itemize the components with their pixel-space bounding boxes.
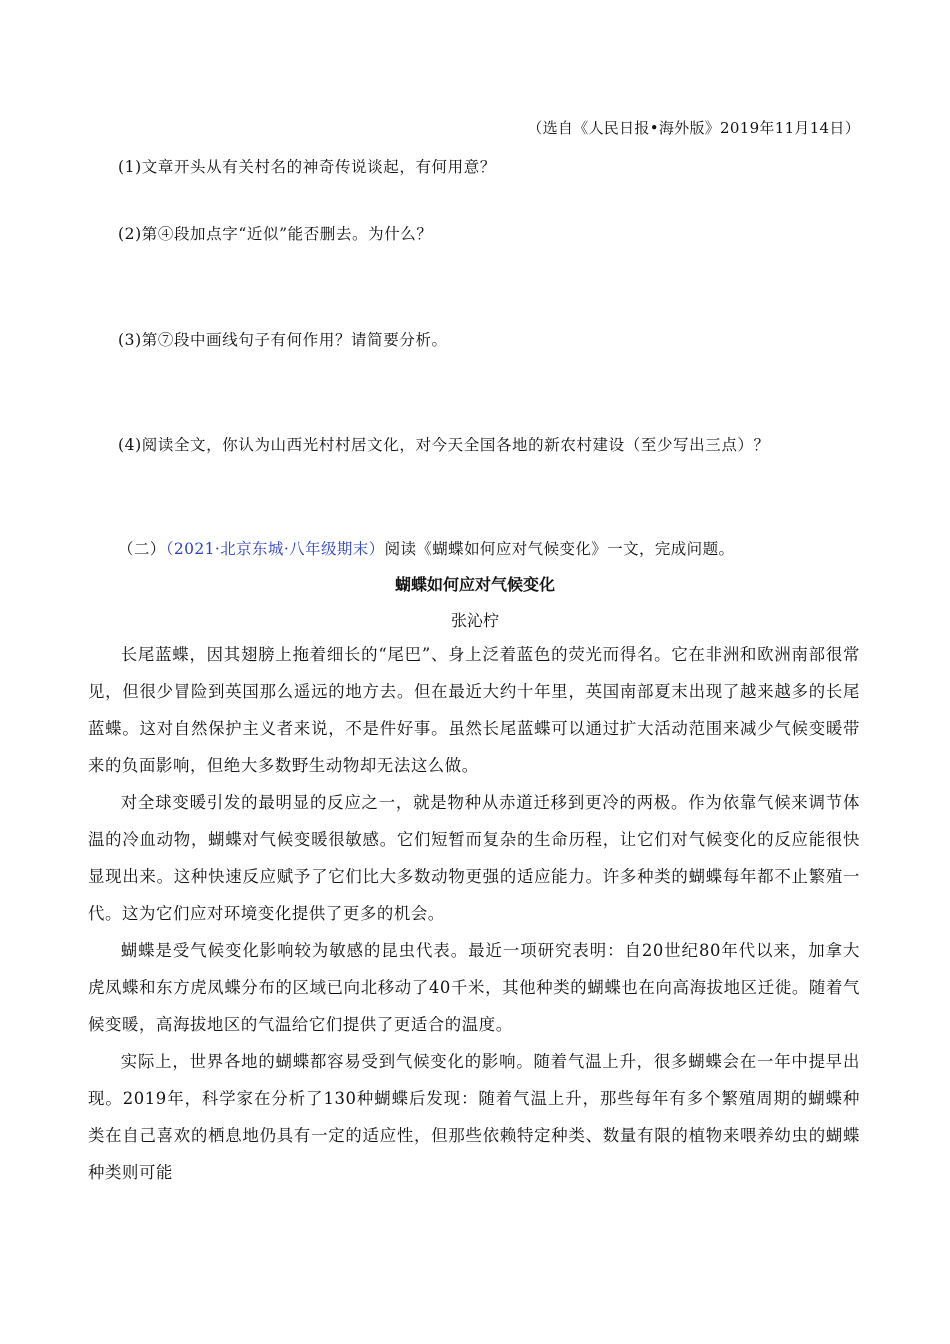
- source-citation: （选自《人民日报•海外版》2019年11月14日）: [527, 119, 860, 137]
- section-heading: [118, 537, 734, 559]
- question-2: (2)第④段加点字“近似”能否删去。为什么？: [118, 225, 433, 243]
- article-title: 蝴蝶如何应对气候变化: [394, 575, 555, 594]
- question-4: (4)阅读全文，你认为山西光村村居文化，对今天全国各地的新农村建设（至少写出三点）？: [118, 436, 770, 454]
- question-3: (3)第⑦段中画线句子有何作用？请简要分析。: [118, 331, 448, 349]
- article-author: 张沁柠: [450, 611, 499, 630]
- article-paragraph: 对全球变暖引发的最明显的反应之一，就是物种从赤道迁移到更冷的两极。作为依靠气候来调节体温的冷血动物，蝴蝶对气候变暖很敏感。它们短暂而复杂的生命历程，让它们对气候变化的反应能很快显现出来。这种快速反应赋予了它们比大多数动物更强的适应能力。许多种类的蝴蝶每年都不止繁殖一代。这为它们应对环境变化提供了更多的机会。: [88, 793, 860, 923]
- article-paragraph: 实际上，世界各地的蝴蝶都容易受到气候变化的影响。随着气温上升，很多蝴蝶会在一年中提早出现。2019年，科学家在分析了130种蝴蝶后发现：随着气温上升，那些每年有多个繁殖周期的蝴蝶种类在自己喜欢的栖息地仍具有一定的适应性，但那些依赖特定种类、数量有限的植物来喂养幼虫的蝴蝶种类则可能: [88, 1052, 860, 1182]
- article-paragraph: 长尾蓝蝶，因其翅膀上拖着细长的“尾巴”、身上泛着蓝色的荧光而得名。它在非洲和欧洲南部很常见，但很少冒险到英国那么遥远的地方去。但在最近大约十年里，英国南部夏末出现了越来越多的长尾蓝蝶。这对自然保护主义者来说，不是件好事。虽然长尾蓝蝶可以通过扩大活动范围来减少气候变暖带来的负面影响，但绝大多数野生动物却无法这么做。: [88, 645, 860, 775]
- question-1: (1)文章开头从有关村名的神奇传说谈起，有何用意？: [118, 158, 496, 176]
- article-body: [88, 636, 860, 1191]
- section-number: （二）: [118, 540, 166, 558]
- article-paragraph: 蝴蝶是受气候变化影响较为敏感的昆虫代表。最近一项研究表明：自20世纪80年代以来，加拿大虎凤蝶和东方虎凤蝶分布的区域已向北移动了40千米，其他种类的蝴蝶也在向高海拔地区迁徙。随着气候变暖，高海拔地区的气温给它们提供了更适合的温度。: [88, 941, 860, 1034]
- section-tag: （2021·北京东城·八年级期末）: [165, 540, 385, 558]
- section-instruction: 阅读《蝴蝶如何应对气候变化》一文，完成问题。: [384, 540, 735, 558]
